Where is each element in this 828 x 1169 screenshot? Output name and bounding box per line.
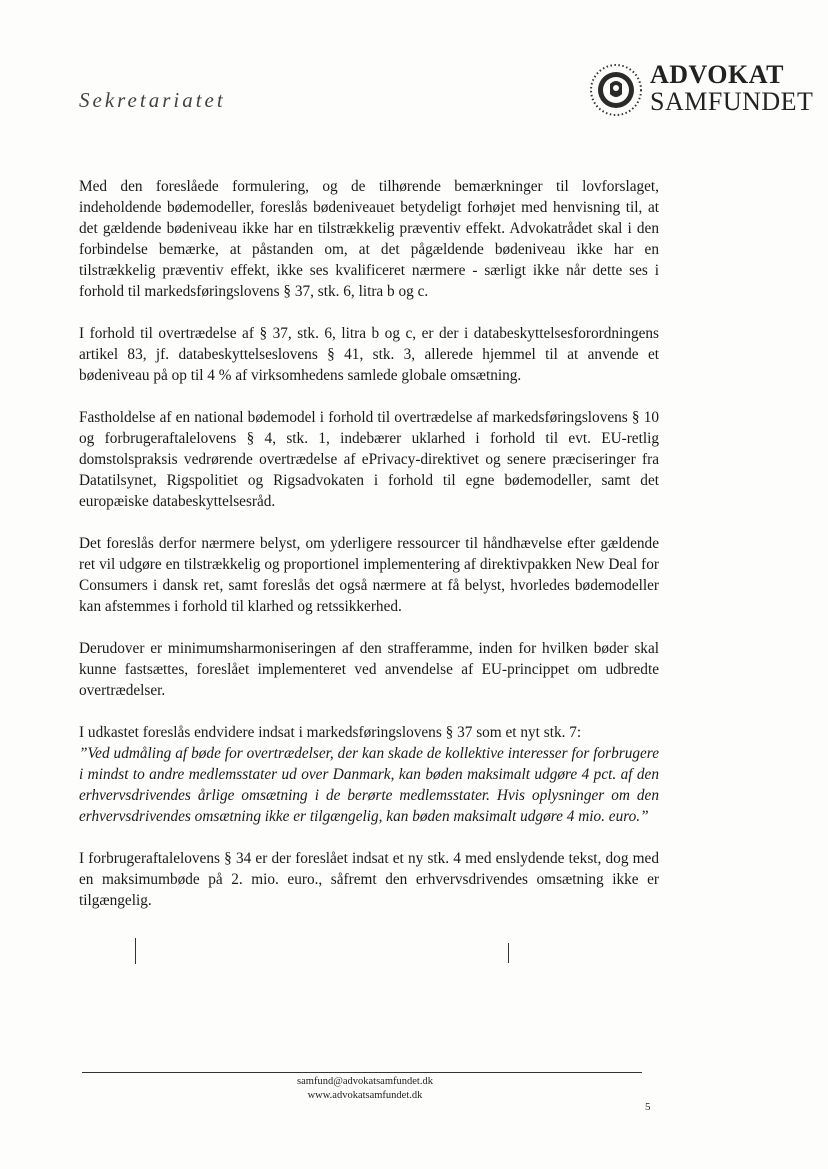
logo-line-2: SAMFUNDET xyxy=(650,87,814,116)
scan-artifact xyxy=(135,938,136,964)
letter-body xyxy=(79,176,659,932)
page-number: 5 xyxy=(645,1101,651,1113)
paragraph: I forbrugeraftalelovens § 34 er der foreslået indsat et ny stk. 4 med enslydende tekst, dog med en maksimumbøde på 2. mio. euro., såfremt den erhvervsdrivendes omsætning ikke er tilgængelig. xyxy=(79,850,659,909)
footer-divider xyxy=(82,1072,642,1073)
paragraph: Med den foreslåede formulering, og de tilhørende bemærkninger til lovforslaget, indeholdende bødemodeller, foreslås bødeniveauet betydeligt forhøjet med henvisning til, at det gældende bødeniveau ikke har en tilstrækkelig præventiv effekt. Advokatrådet skal i den forbindelse bemærke, at påstanden om, at det pågældende bødeniveau ikke har en tilstrækkelig præventiv effekt, ikke ses kvalificeret nærmere - særligt ikke når dette ses i forhold til markedsføringslovens § 37, stk. 6, litra b og c. xyxy=(79,178,659,300)
paragraph: Derudover er minimumsharmoniseringen af den strafferamme, inden for hvilken bøder skal kunne fastsættes, foreslået implementeret ved anvendelse af EU-princippet om udbredte overtrædelser. xyxy=(79,640,659,699)
quote-intro: I udkastet foreslås endvidere indsat i markedsføringslovens § 37 som et nyt stk. 7: xyxy=(79,724,582,741)
scan-artifact xyxy=(508,943,509,963)
seal-icon xyxy=(588,62,644,118)
section-title: Sekretariatet xyxy=(79,88,226,112)
paragraph: Det foreslås derfor nærmere belyst, om yderligere ressourcer til håndhævelse efter gældende ret vil udgøre en tilstrækkelig og proportionel implementering af direktivpakken New Deal for Consumers i dansk ret, samt foreslås det også nærmere at få belyst, hvorledes bødemodeller kan afstemmes i forhold til klarhed og retssikkerhed. xyxy=(79,535,659,615)
footer-email: samfund@advokatsamfundet.dk xyxy=(297,1076,433,1087)
logo-line-1: ADVOKAT xyxy=(650,60,784,89)
paragraph: I forhold til overtrædelse af § 37, stk. 6, litra b og c, er der i databeskyttelsesforordningens artikel 83, jf. databeskyttelseslovens § 41, stk. 3, allerede hjemmel til at anvende et bødeniveau på op til 4 % af virksomhedens samlede globale omsætning. xyxy=(79,325,659,384)
footer-website: www.advokatsamfundet.dk xyxy=(307,1090,423,1101)
advokatsamfundet-logo xyxy=(588,60,814,122)
quoted-provision: ”Ved udmåling af bøde for overtrædelser, der kan skade de kollektive interesser for forbrugere i mindst to andre medlemsstater ud over Danmark, kan bøden maksimalt udgøre 4 pct. af den erhvervsdrivendes årlige omsætning i de berørte medlemsstater. Hvis oplysninger om den erhvervsdrivendes omsætning ikke er tilgængelig, kan bøden maksimalt udgøre 4 mio. euro.” xyxy=(79,745,659,825)
paragraph: Fastholdelse af en national bødemodel i forhold til overtrædelse af markedsføringslovens § 10 og forbrugeraftalelovens § 4, stk. 1, indebærer uklarhed i forhold til evt. EU-retlig domstolspraksis vedrørende overtrædelse af ePrivacy-direktivet og senere præciseringer fra Datatilsynet, Rigspolitiet og Rigsadvokaten i forhold til egne bødemodeller, samt det europæiske databeskyttelsesråd. xyxy=(79,409,659,510)
